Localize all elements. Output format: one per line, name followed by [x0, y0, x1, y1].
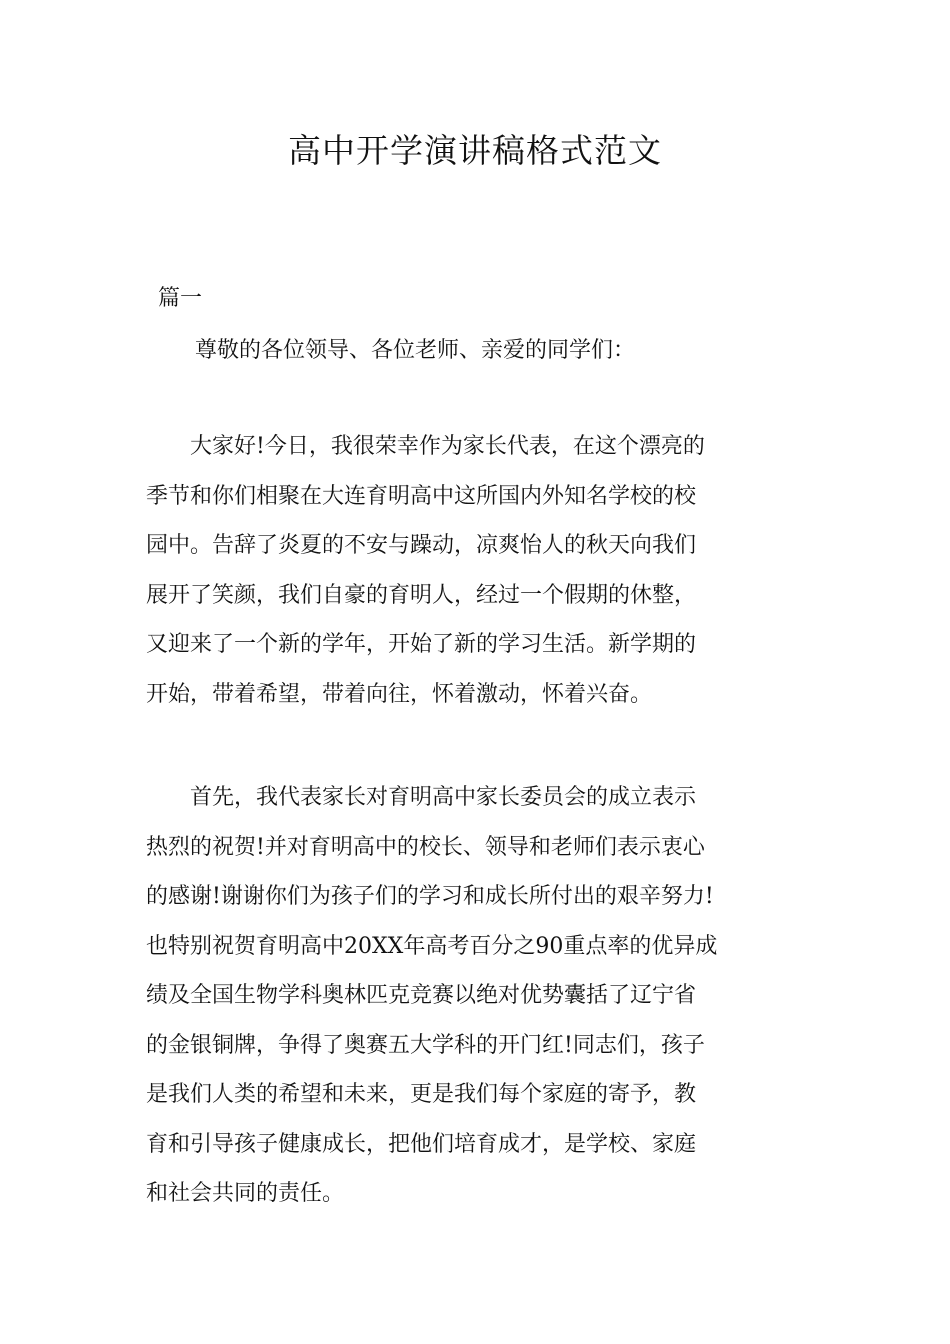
paragraph-line: 是我们人类的希望和未来，更是我们每个家庭的寄予，教	[146, 1082, 697, 1107]
paragraph-line: 的金银铜牌，争得了奥赛五大学科的开门红!同志们，孩子	[146, 1032, 705, 1058]
paragraph-line: 首先，我代表家长对育明高中家长委员会的成立表示	[146, 785, 697, 810]
paragraph-line: 季节和你们相聚在大连育明高中这所国内外知名学校的校	[146, 483, 697, 509]
paragraph-line: 又迎来了一个新的学年，开始了新的学习生活。新学期的	[146, 632, 697, 657]
paragraph-line: 的感谢!谢谢你们为孩子们的学习和成长所付出的艰辛努力!	[146, 884, 714, 909]
page-title: 高中开学演讲稿格式范文	[288, 131, 662, 170]
paragraph-1	[146, 422, 812, 719]
paragraph-line: 和社会共同的责任。	[146, 1181, 345, 1206]
salutation: 尊敬的各位领导、各位老师、亲爱的同学们：	[195, 338, 636, 363]
paragraph-line: 绩及全国生物学科奥林匹克竞赛以绝对优势囊括了辽宁省	[146, 983, 697, 1008]
paragraph-line: 展开了笑颜，我们自豪的育明人，经过一个假期的休整，	[146, 582, 697, 608]
paragraph-line: 开始，带着希望，带着向往，怀着激动，怀着兴奋。	[146, 681, 653, 707]
paragraph-line: 热烈的祝贺!并对育明高中的校长、领导和老师们表示衷心	[146, 834, 705, 860]
paragraph-2	[146, 773, 812, 1219]
paragraph-line: 大家好!今日，我很荣幸作为家长代表，在这个漂亮的	[146, 434, 705, 459]
section-label: 篇一	[158, 286, 203, 311]
paragraph-line: 园中。告辞了炎夏的不安与躁动，凉爽怡人的秋天向我们	[146, 533, 697, 558]
paragraph-line: 育和引导孩子健康成长，把他们培育成才，是学校、家庭	[146, 1131, 697, 1157]
paragraph-line: 也特别祝贺育明高中20XX年高考百分之90重点率的优异成	[146, 933, 718, 959]
